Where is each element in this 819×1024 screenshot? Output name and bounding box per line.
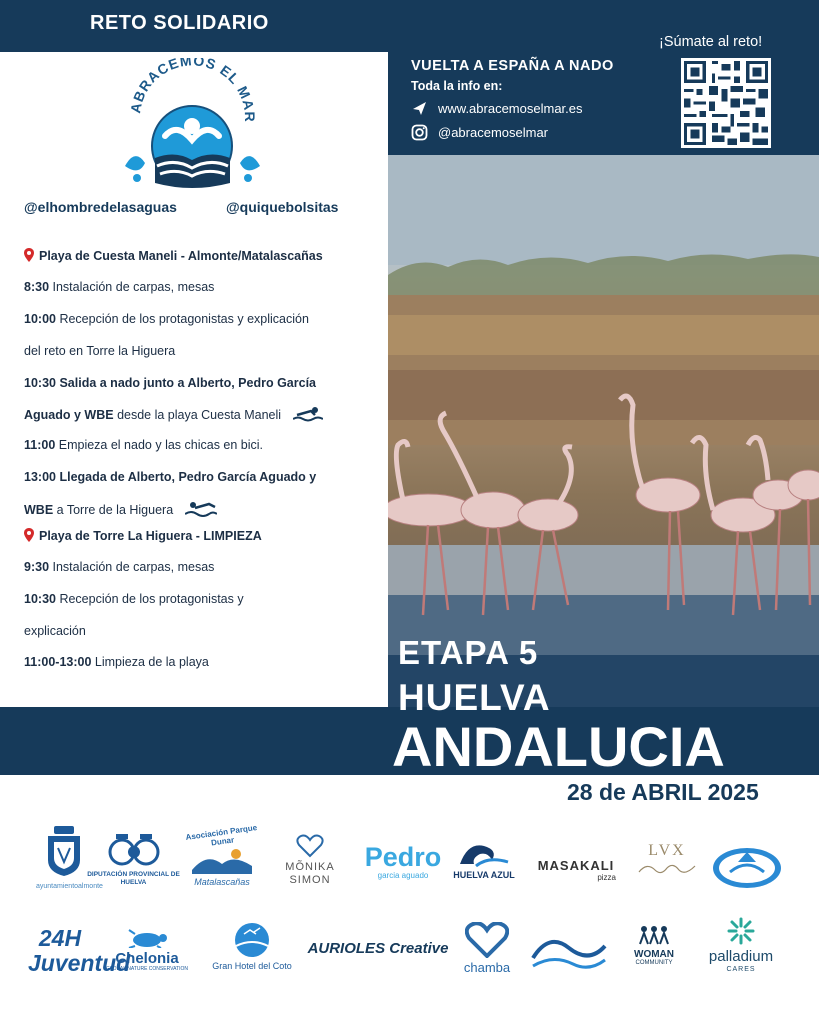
sponsor-lvx-logo: LVX [630, 842, 704, 894]
location-torre-la-higuera: Playa de Torre La Higuera - LIMPIEZA [24, 528, 262, 543]
schedule-item: 9:30 Instalación de carpas, mesas [24, 560, 215, 574]
schedule-item-cont: Aguado y WBE desde la playa Cuesta Maneli [24, 406, 323, 422]
swimmer-icon [185, 500, 217, 518]
sponsor-chamba-logo: chamba [456, 922, 518, 980]
schedule-item: 11:00 Empieza el nado y las chicas en bici. [24, 438, 264, 452]
stage-label: ETAPA 5 [398, 634, 539, 671]
handle-quiquebolsitas[interactable]: @quiquebolsitas [226, 199, 339, 215]
location-cuesta-maneli: Playa de Cuesta Maneli - Almonte/Matalascañas [24, 248, 323, 263]
province-label: HUELVA [398, 677, 551, 718]
coat-of-arms-icon [44, 826, 84, 878]
script-signature-icon [637, 860, 697, 878]
vuelta-title: VUELTA A ESPAÑA A NADO [411, 58, 614, 74]
instagram-link[interactable]: @abracemoselmar [411, 124, 614, 141]
sponsor-24h-juventud-logo: 24H Juventud [28, 925, 131, 977]
heart-icon [296, 834, 324, 858]
sponsor-chelonia-logo: Chelonia GLOBAL NATURE CONSERVATION [104, 928, 190, 978]
sponsor-chiringuito-logo [708, 842, 786, 894]
figures-icon [634, 924, 674, 946]
reto-solidario-label: RETO SOLIDARIO [90, 12, 269, 34]
chiringuito-badge-icon [710, 842, 784, 892]
sumate-label: ¡Súmate al reto! [659, 34, 763, 50]
sponsor-parque-dunar-logo: Asociación Parque Dunar Matalascañas [185, 823, 258, 887]
schedule-item-cont: explicación [24, 624, 86, 638]
sponsor-monika-simon-logo: MÕNIKA SIMON [282, 834, 338, 900]
sponsor-pedro-garcia-aguado-logo: Pedro garcia aguado [364, 842, 442, 880]
location-pin-icon [24, 248, 34, 262]
info-block [411, 58, 614, 141]
sponsor-gran-hotel-coto-logo: Gran Hotel del Coto [206, 920, 298, 982]
sponsor-woman-community-logo: WOMAN COMMUNITY [624, 924, 684, 982]
sponsor-aurioles-creative-logo: AURIOLES Creative [307, 940, 449, 957]
abracemos-el-mar-logo [115, 58, 270, 193]
schedule-item: 10:00 Recepción de los protagonistas y explicación [24, 312, 309, 326]
sponsor-huelva-azul-logo: HUELVA AZUL [452, 838, 516, 894]
sponsor-almonte-logo: ayuntamientoalmonte [36, 826, 91, 896]
schedule-item: 8:30 Instalación de carpas, mesas [24, 280, 215, 294]
qr-code[interactable] [681, 58, 771, 148]
wave-icon [529, 928, 609, 974]
instagram-icon [411, 124, 428, 141]
sun-icon [726, 916, 756, 946]
sponsor-diputacion-huelva-logo: DIPUTACIÓN PROVINCIAL DE HUELVA [86, 832, 181, 894]
turtle-icon [125, 928, 169, 948]
sponsor-palladium-cares-logo: palladium CARES [700, 916, 782, 982]
info-subtitle: Toda la info en: [411, 79, 503, 93]
hotel-emblem-icon [224, 920, 280, 958]
swimmer-icon [293, 406, 323, 422]
schedule-item-cont: del reto en Torre la Higuera [24, 344, 176, 358]
crest-icon [106, 832, 162, 868]
svg-text:#ABRACEMOS EL MAR: ABRACEMOS EL MAR [127, 58, 259, 123]
schedule-item: 13:00 Llegada de Alberto, Pedro García Aguado y [24, 470, 317, 484]
sponsor-masakali-logo: MASAKALI pizza [537, 858, 616, 882]
wave-icon [458, 838, 510, 868]
sponsor-ons-la-corva-logo [528, 928, 610, 978]
heart-icon [465, 922, 509, 958]
schedule-item-cont: WBE a Torre de la Higuera [24, 500, 217, 518]
website-link[interactable]: www.abracemoselmar.es [411, 100, 614, 117]
send-arrow-icon [411, 100, 428, 117]
schedule-item: 10:30 Salida a nado junto a Alberto, Pedro García [24, 376, 316, 390]
schedule-item: 11:00-13:00 Limpieza de la playa [24, 655, 209, 669]
event-date: 28 de ABRIL 2025 [567, 779, 759, 805]
location-pin-icon [24, 528, 34, 542]
region-label: ANDALUCIA [392, 715, 725, 778]
dune-icon [192, 846, 252, 874]
schedule-item: 10:30 Recepción de los protagonistas y [24, 592, 244, 606]
handle-elhombredelasaguas[interactable]: @elhombredelasaguas [24, 199, 177, 215]
